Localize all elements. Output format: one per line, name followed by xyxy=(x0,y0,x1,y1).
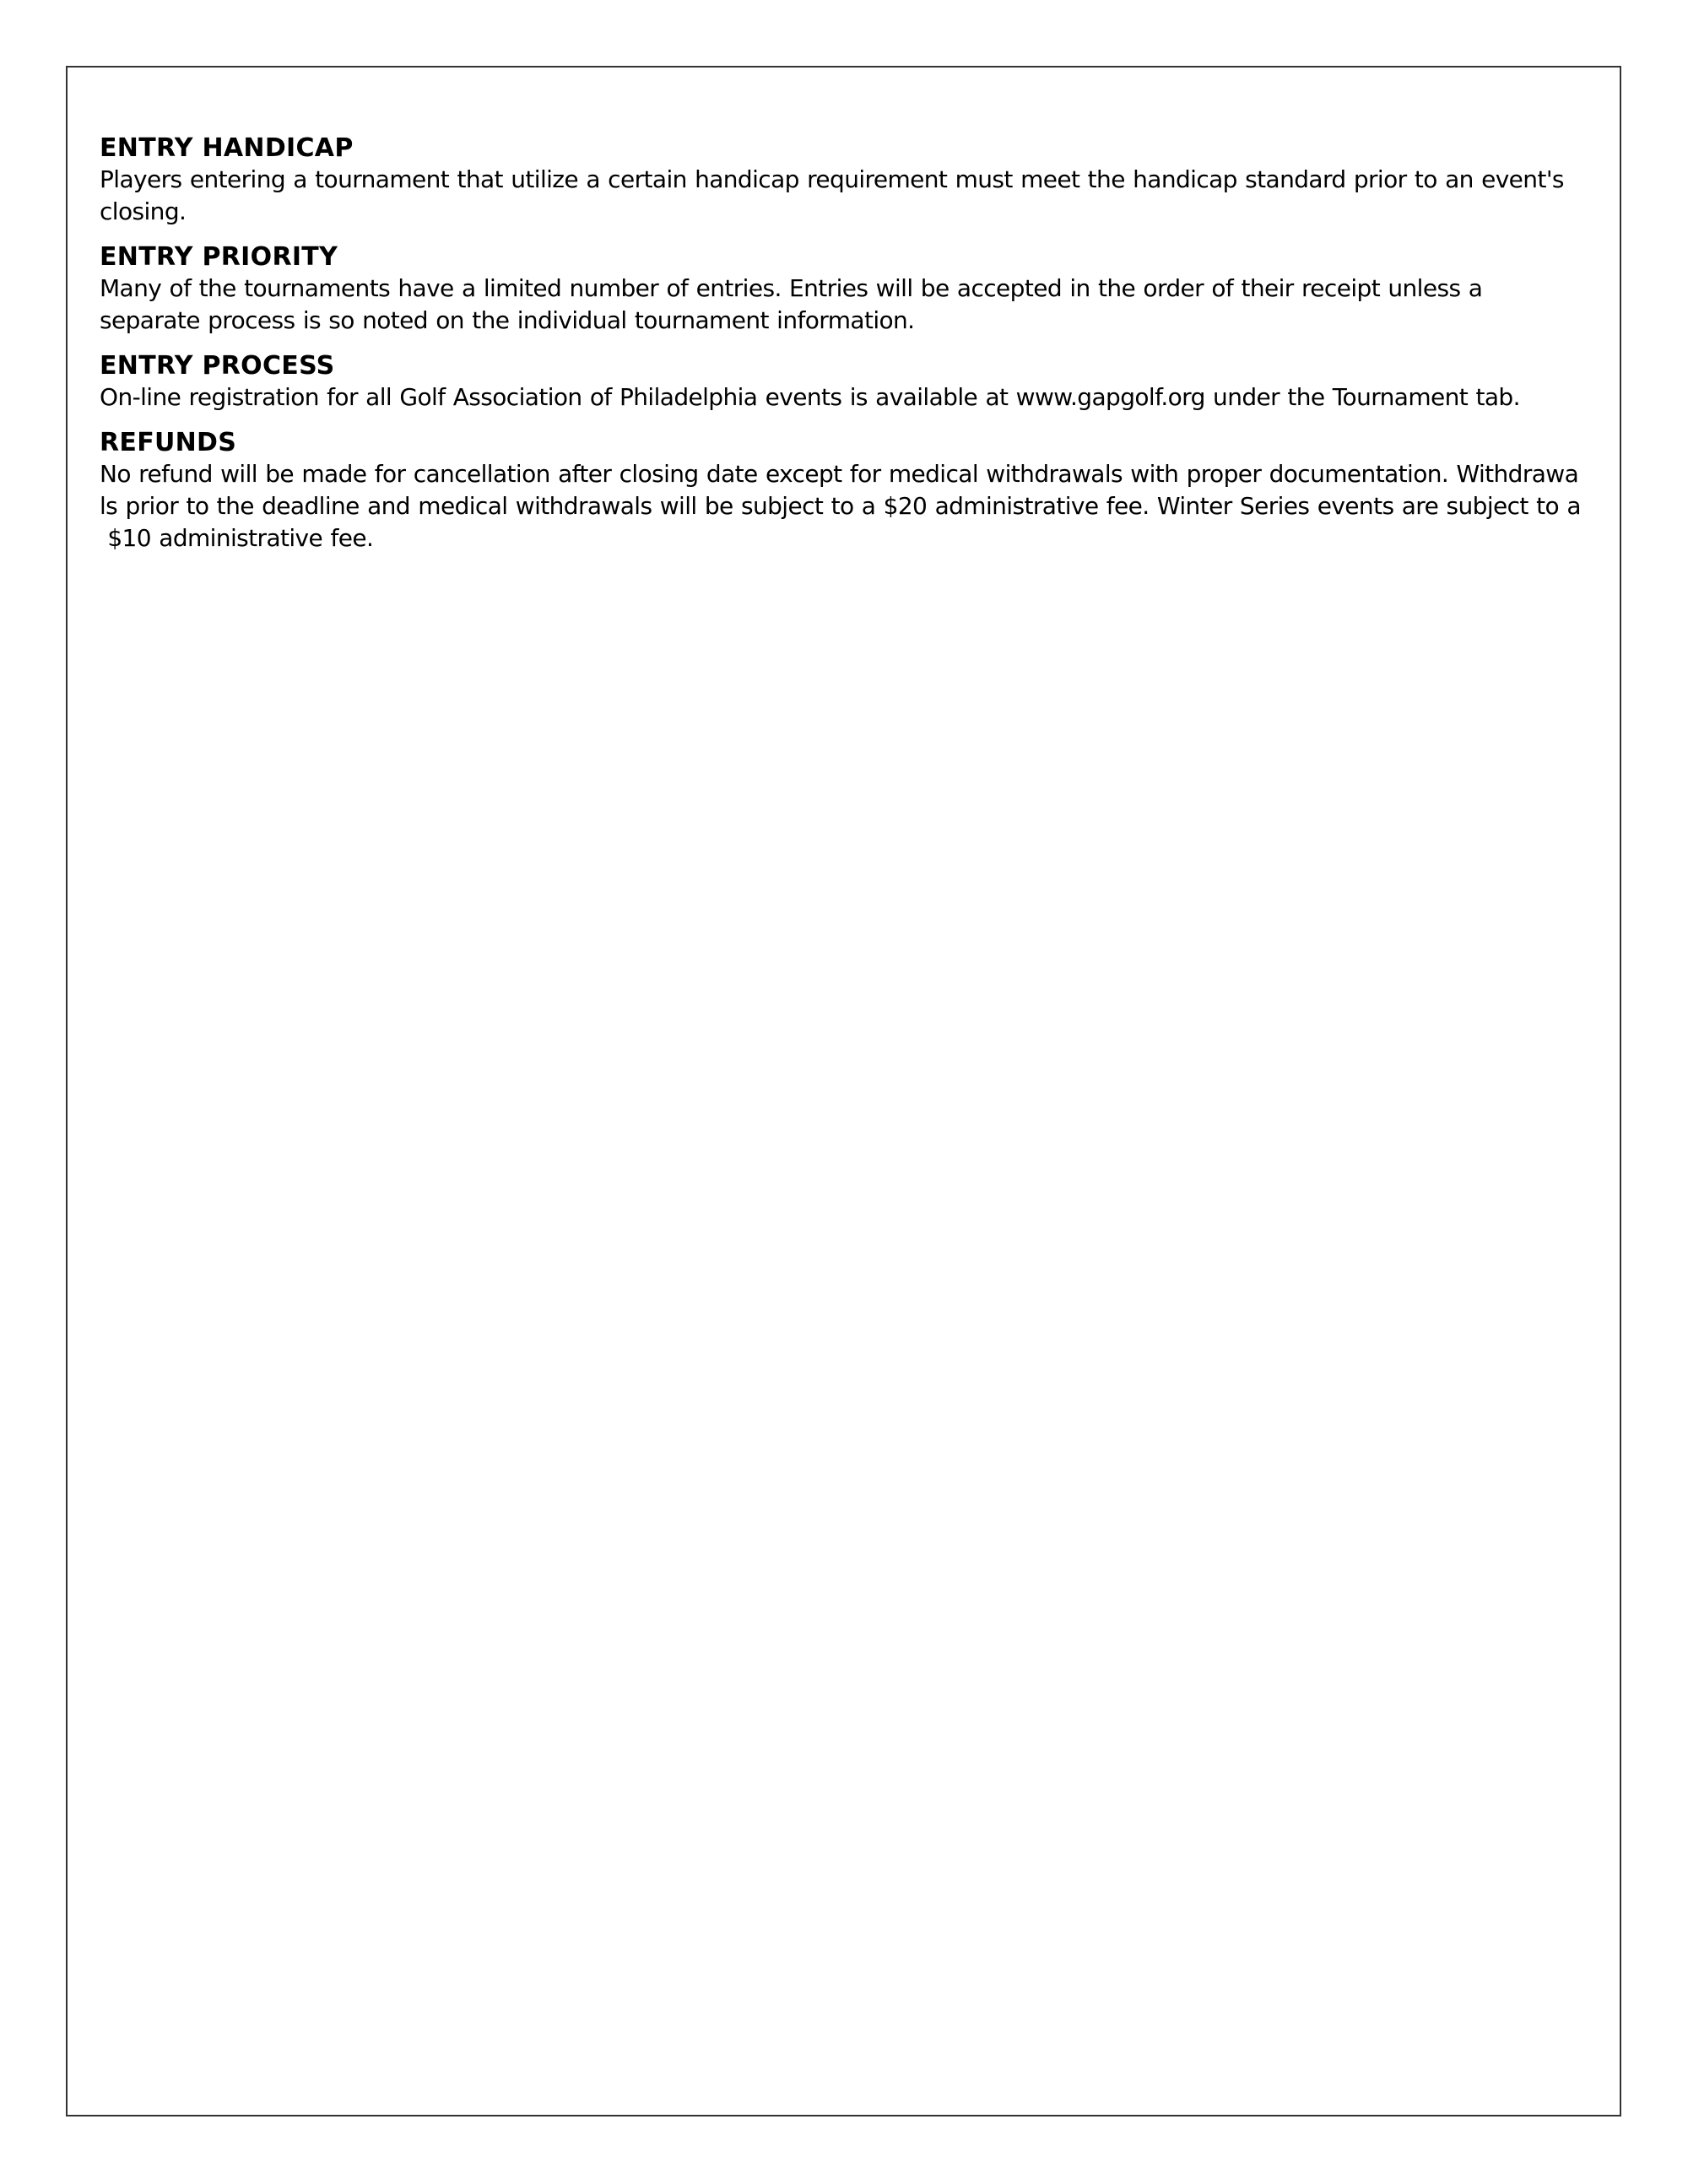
section-heading: ENTRY HANDICAP xyxy=(100,133,354,163)
section-heading: ENTRY PRIORITY xyxy=(100,242,338,272)
section-refunds xyxy=(100,428,1593,554)
document-content xyxy=(100,133,1593,569)
section-line: Many of the tournaments have a limited number of entries. Entries will be accepted in the order of their receipt unless a xyxy=(100,274,1483,302)
section-line: ls prior to the deadline and medical withdrawals will be subject to a $20 administrative fee. Winter Series events are subject to a xyxy=(100,492,1581,520)
section-line: closing. xyxy=(100,197,187,225)
section-line: separate process is so noted on the individual tournament information. xyxy=(100,306,915,334)
section-line: No refund will be made for cancellation after closing date except for medical withdrawals with proper documentation. Withdrawa xyxy=(100,460,1579,488)
section-heading: REFUNDS xyxy=(100,428,237,457)
section-line: On-line registration for all Golf Association of Philadelphia events is available at www.gapgolf.org under the Tournament tab. xyxy=(100,383,1520,411)
section-entry-handicap xyxy=(100,133,1593,228)
section-entry-priority xyxy=(100,242,1593,337)
section-heading: ENTRY PROCESS xyxy=(100,351,335,381)
section-line: Players entering a tournament that utilize a certain handicap requirement must meet the handicap standard prior to an event's xyxy=(100,165,1564,193)
section-entry-process xyxy=(100,351,1593,414)
section-line: $10 administrative fee. xyxy=(100,524,374,552)
